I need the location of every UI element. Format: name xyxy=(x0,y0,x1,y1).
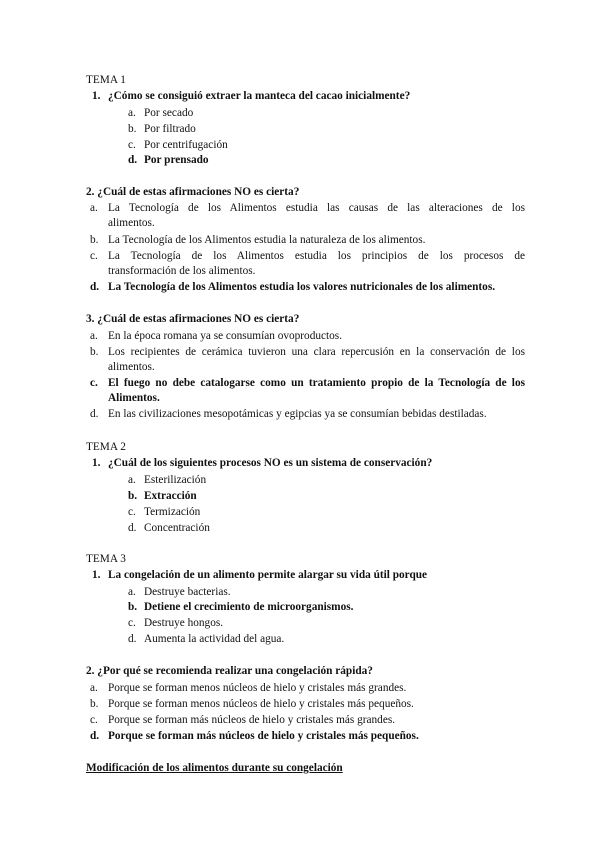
tema3-q2-option-text: Porque se forman menos núcleos de hielo y cristales más grandes. xyxy=(108,682,407,694)
tema3-q2-text: 2. ¿Por qué se recomienda realizar una congelación rápida? xyxy=(86,665,373,677)
tema1-q2-option-letter: c. xyxy=(90,250,98,262)
tema1-q3-option-text: En la época romana ya se consumían ovoproductos. xyxy=(108,330,343,342)
tema1-q1-option-letter: c. xyxy=(128,139,136,151)
tema3-q1-answer-letter: b. xyxy=(128,601,138,613)
tema2-q1-option-letter: a. xyxy=(128,474,136,486)
tema2-q1-answer-text: Extracción xyxy=(144,490,197,502)
tema1-q3-option-letter: a. xyxy=(90,330,98,342)
tema2-heading: TEMA 2 xyxy=(86,441,126,453)
tema3-q2-option-letter: c. xyxy=(90,714,98,726)
tema1-q2-option-text: La Tecnología de los Alimentos estudia los principios de los procesos de xyxy=(108,250,525,262)
tema3-q2-option-letter: b. xyxy=(90,698,99,710)
tema1-q1-option-letter: b. xyxy=(128,123,137,135)
tema1-q3-option-text: Los recipientes de cerámica tuvieron una clara repercusión en la conservación de los xyxy=(108,346,525,358)
tema3-q2-option-letter: a. xyxy=(90,682,98,694)
section-title: Modificación de los alimentos durante su congelación xyxy=(86,762,343,774)
tema3-q1-text: La congelación de un alimento permite alargar su vida útil porque xyxy=(108,569,428,581)
tema1-q1-text: ¿Cómo se consiguió extraer la manteca del cacao inicialmente? xyxy=(108,90,411,102)
tema2-q1-number: 1. xyxy=(92,457,101,469)
tema1-q3-answer-text: El fuego no debe catalogarse como un tratamiento propio de la Tecnología de los xyxy=(108,377,525,389)
tema1-q2-answer-letter: d. xyxy=(90,281,100,293)
tema3-q1-option-text: Aumenta la actividad del agua. xyxy=(144,633,285,645)
tema1-q2-text: 2. ¿Cuál de estas afirmaciones NO es cierta? xyxy=(86,186,300,198)
tema2-q1-text: ¿Cuál de los siguientes procesos NO es un sistema de conservación? xyxy=(108,457,433,469)
tema1-q2-answer-text: La Tecnología de los Alimentos estudia los valores nutricionales de los alimentos. xyxy=(108,281,496,293)
tema1-q3-option-letter: b. xyxy=(90,346,99,358)
tema1-q1-answer-text: Por prensado xyxy=(144,154,209,166)
tema3-q1-option-text: Destruye bacterias. xyxy=(144,586,231,598)
tema3-q1-answer-text: Detiene el crecimiento de microorganismos. xyxy=(144,601,354,613)
tema1-heading: TEMA 1 xyxy=(86,74,126,86)
tema1-q1-number: 1. xyxy=(92,90,101,102)
tema1-q3-answer-text-cont: Alimentos. xyxy=(108,392,160,404)
tema1-q2-option-letter: a. xyxy=(90,202,98,214)
tema1-q1-option-text: Por secado xyxy=(144,107,194,119)
tema1-q3-option-letter: d. xyxy=(90,408,99,420)
tema3-heading: TEMA 3 xyxy=(86,553,126,565)
tema3-q1-option-letter: a. xyxy=(128,586,136,598)
tema1-q3-text: 3. ¿Cuál de estas afirmaciones NO es cierta? xyxy=(86,313,300,325)
tema2-q1-option-text: Concentración xyxy=(144,522,210,534)
tema2-q1-option-text: Termización xyxy=(144,506,201,518)
tema2-q1-option-letter: d. xyxy=(128,522,137,534)
tema2-q1-answer-letter: b. xyxy=(128,490,138,502)
tema1-q1-option-letter: a. xyxy=(128,107,136,119)
tema1-q2-option-text-cont: transformación de los alimentos. xyxy=(108,265,256,277)
tema3-q2-option-text: Porque se forman más núcleos de hielo y cristales más grandes. xyxy=(108,714,396,726)
tema1-q2-option-text: La Tecnología de los Alimentos estudia la naturaleza de los alimentos. xyxy=(108,234,426,246)
tema3-q1-number: 1. xyxy=(92,569,101,581)
tema3-q2-answer-text: Porque se forman más núcleos de hielo y cristales más pequeños. xyxy=(108,730,419,742)
tema3-q2-answer-letter: d. xyxy=(90,730,100,742)
tema1-q1-answer-letter: d. xyxy=(128,154,138,166)
tema3-q2-option-text: Porque se forman menos núcleos de hielo y cristales más pequeños. xyxy=(108,698,414,710)
tema1-q2-option-letter: b. xyxy=(90,234,99,246)
tema3-q1-option-letter: d. xyxy=(128,633,137,645)
tema1-q3-option-text: En las civilizaciones mesopotámicas y egipcias ya se consumían bebidas destiladas. xyxy=(108,408,487,420)
tema2-q1-option-text: Esterilización xyxy=(144,474,207,486)
tema3-q1-option-text: Destruye hongos. xyxy=(144,617,224,629)
tema1-q2-option-text: La Tecnología de los Alimentos estudia las causas de las alteraciones de los xyxy=(108,202,525,214)
tema1-q1-option-text: Por centrifugación xyxy=(144,139,228,151)
tema3-q1-option-letter: c. xyxy=(128,617,136,629)
tema2-q1-option-letter: c. xyxy=(128,506,136,518)
tema1-q2-option-text-cont: alimentos. xyxy=(108,217,155,229)
tema1-q1-option-text: Por filtrado xyxy=(144,123,196,135)
tema1-q3-option-text-cont: alimentos. xyxy=(108,361,155,373)
tema1-q3-answer-letter: c. xyxy=(90,377,98,389)
